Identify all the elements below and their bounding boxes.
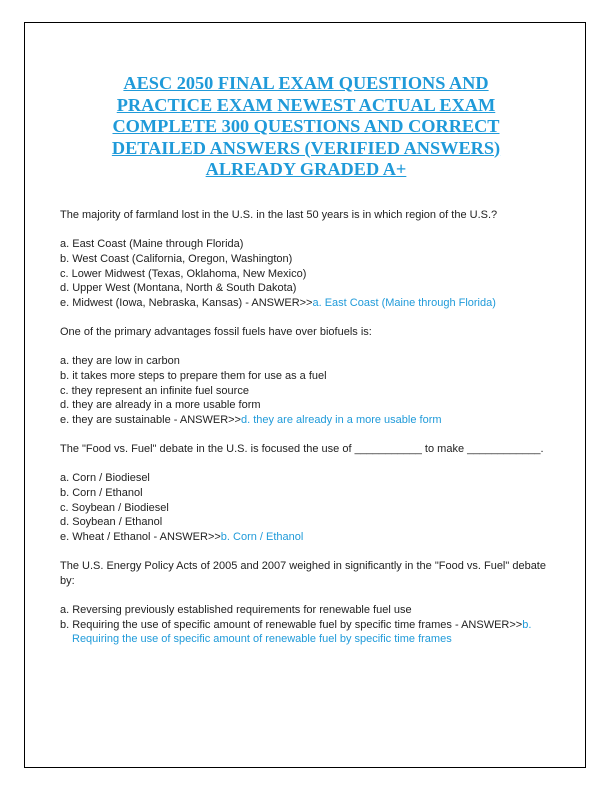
option-list <box>60 471 548 545</box>
option-e-with-answer <box>60 296 548 311</box>
question-text: The U.S. Energy Policy Acts of 2005 and 2007 weighed in significantly in the "Food vs. Fuel" debate by: <box>60 560 546 587</box>
option-b: b. Corn / Ethanol <box>60 486 143 499</box>
question-block-3 <box>60 442 548 545</box>
question-block-1 <box>60 208 548 311</box>
option-e: e. Midwest (Iowa, Nebraska, Kansas) - ANSWER>> <box>60 296 313 309</box>
option-b: b. West Coast (California, Oregon, Washington) <box>60 252 293 265</box>
option-b: b. Requiring the use of specific amount of renewable fuel by specific time frames - ANSWER>> <box>60 618 523 631</box>
answer-text: d. they are already in a more usable form <box>240 413 442 426</box>
question-text: The "Food vs. Fuel" debate in the U.S. is focused the use of ___________ to make ____________. <box>60 443 544 455</box>
answer-text: b. Requiring the use of specific amount of renewable fuel by specific time frames <box>72 618 532 646</box>
option-a: a. they are low in carbon <box>60 355 180 368</box>
option-c: c. Soybean / Biodiesel <box>60 501 169 514</box>
option-a: a. East Coast (Maine through Florida) <box>60 238 244 251</box>
option-d: d. Upper West (Montana, North & South Dakota) <box>60 282 297 295</box>
option-a: a. Corn / Biodiesel <box>60 472 150 485</box>
question-text: One of the primary advantages fossil fuels have over biofuels is: <box>60 326 372 338</box>
question-block-4 <box>60 559 548 647</box>
option-d: d. Soybean / Ethanol <box>60 516 163 529</box>
option-c: c. they represent an infinite fuel source <box>60 384 249 397</box>
option-b-with-answer <box>60 618 548 647</box>
option-e-with-answer <box>60 530 548 545</box>
option-list <box>60 603 548 647</box>
answer-text: b. Corn / Ethanol <box>220 530 304 543</box>
option-b: b. it takes more steps to prepare them for use as a fuel <box>60 369 327 382</box>
option-e-with-answer <box>60 413 548 428</box>
option-list <box>60 354 548 428</box>
question-text: The majority of farmland lost in the U.S. in the last 50 years is in which region of the U.S.? <box>60 209 498 221</box>
question-block-2 <box>60 325 548 428</box>
option-list <box>60 237 548 311</box>
option-e: e. Wheat / Ethanol - ANSWER>> <box>60 530 221 543</box>
option-e: e. they are sustainable - ANSWER>> <box>60 413 241 426</box>
option-a: a. Reversing previously established requirements for renewable fuel use <box>60 603 412 616</box>
option-c: c. Lower Midwest (Texas, Oklahoma, New Mexico) <box>60 267 307 280</box>
document-body <box>60 208 548 661</box>
document-title: AESC 2050 FINAL EXAM QUESTIONS AND PRACTICE EXAM NEWEST ACTUAL EXAM COMPLETE 300 QUESTIONS AND CORRECT DETAILED ANSWERS (VERIFIED ANSWERS) ALREADY GRADED A+ <box>111 73 501 179</box>
answer-text: a. East Coast (Maine through Florida) <box>312 296 496 309</box>
option-d: d. they are already in a more usable form <box>60 399 261 412</box>
